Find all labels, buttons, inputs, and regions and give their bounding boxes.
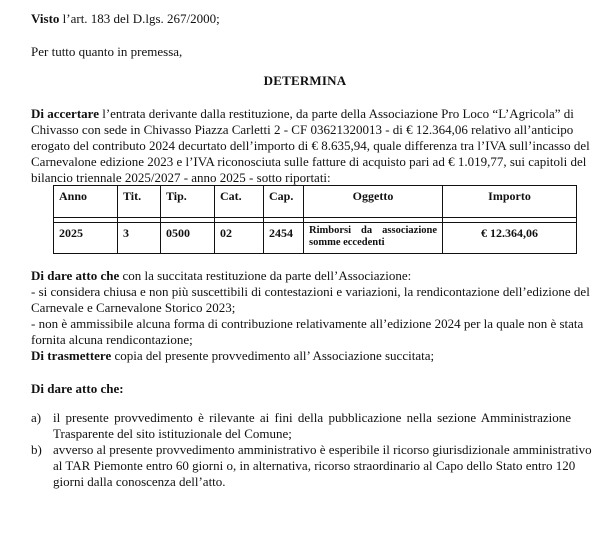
list-item-a-line-1: il presente provvedimento è rilevante ai fini della pubblicazione nella sezione Amministrazione <box>53 410 571 425</box>
header-tip: Tip. <box>161 186 215 218</box>
header-importo: Importo <box>443 186 577 218</box>
visto-label: Visto <box>31 11 60 26</box>
list-item-a-line-2: Trasparente del sito istituzionale del Comune; <box>53 426 292 441</box>
page-title: DETERMINA <box>263 73 347 88</box>
header-cap: Cap. <box>264 186 304 218</box>
cell-importo: € 12.364,06 <box>443 223 577 254</box>
list-item-b-line-3: giorni dalla conoscenza dell’atto. <box>53 474 226 489</box>
dare-atto-1-bullet-2-line-2: fornita alcuna rendicontazione; <box>31 332 193 347</box>
cell-oggetto <box>304 223 443 254</box>
accertare-line-2: Chivasso con sede in Chivasso Piazza Carletti 2 - CF 03621320013 - di € 12.364,06 relativo all’anticipo <box>31 122 574 137</box>
cell-cap: 2454 <box>264 223 304 254</box>
capitoli-table <box>53 185 577 254</box>
list-item-a-marker: a) <box>31 410 42 425</box>
accertare-text-1: l’entrata derivante dalla restituzione, da parte della Associazione Pro Loco “L’Agricola” di <box>98 106 574 121</box>
accertare-line-5: bilancio triennale 2025/2027 - anno 2025 - sotto riportati: <box>31 170 331 185</box>
header-cat: Cat. <box>215 186 264 218</box>
trasmettere-paragraph <box>31 348 434 364</box>
cell-anno: 2025 <box>54 223 118 254</box>
accertare-label: Di accertare <box>31 106 99 121</box>
header-oggetto: Oggetto <box>304 186 443 218</box>
premessa-paragraph: Per tutto quanto in premessa, <box>31 44 183 59</box>
dare-atto-1-bullet-1-line-2: Carnevale e Carnevalone Storico 2023; <box>31 300 236 315</box>
header-anno: Anno <box>54 186 118 218</box>
dare-atto-1-text: con la succitata restituzione da parte dell’Associazione: <box>119 268 412 283</box>
dare-atto-1-bullet-2-line-1: - non è ammissibile alcuna forma di contribuzione relativamente all’edizione 2024 per la quale non è stata <box>31 316 584 331</box>
visto-paragraph <box>31 11 220 27</box>
list-item-b-line-2: al TAR Piemonte entro 60 giorni o, in alternativa, ricorso straordinario al Capo dello Stato entro 120 <box>53 458 576 473</box>
list-item-b-marker: b) <box>31 442 42 457</box>
trasmettere-text: copia del presente provvedimento all’ Associazione succitata; <box>111 348 435 363</box>
table-header-row <box>54 186 577 218</box>
table-row <box>54 223 577 254</box>
cell-oggetto-line-2: somme eccedenti <box>309 237 385 248</box>
dare-atto-2-label: Di dare atto che <box>31 381 120 396</box>
cell-oggetto-line-1: Rimborsi da associazione <box>309 225 437 236</box>
header-tit: Tit. <box>118 186 161 218</box>
dare-atto-2-suffix: : <box>119 381 124 396</box>
dare-atto-1-bullet-1-line-1: - si considera chiusa e non più suscettibili di contestazioni e variazioni, la rendicontazione dell’edizione del <box>31 284 590 299</box>
cell-cat: 02 <box>215 223 264 254</box>
accertare-line-1 <box>31 106 574 122</box>
dare-atto-1-label: Di dare atto che <box>31 268 120 283</box>
visto-text: l’art. 183 del D.lgs. 267/2000; <box>59 11 220 26</box>
accertare-line-3: erogato del contributo 2024 decurtato dell’importo di € 8.635,94, quale differenza tra l’IVA sull’incasso del <box>31 138 590 153</box>
dare-atto-2-heading <box>31 381 124 397</box>
trasmettere-label: Di trasmettere <box>31 348 112 363</box>
cell-tit: 3 <box>118 223 161 254</box>
cell-tip: 0500 <box>161 223 215 254</box>
dare-atto-1-intro <box>31 268 411 284</box>
accertare-line-4: Carnevalone edizione 2023 e l’IVA riconosciuta sulle fatture di acquisto pari ad € 1.019,77, sui capitoli del <box>31 154 587 169</box>
list-item-b-line-1: avverso al presente provvedimento amministrativo è esperibile il ricorso giurisdizionale amministrativo <box>53 442 592 457</box>
